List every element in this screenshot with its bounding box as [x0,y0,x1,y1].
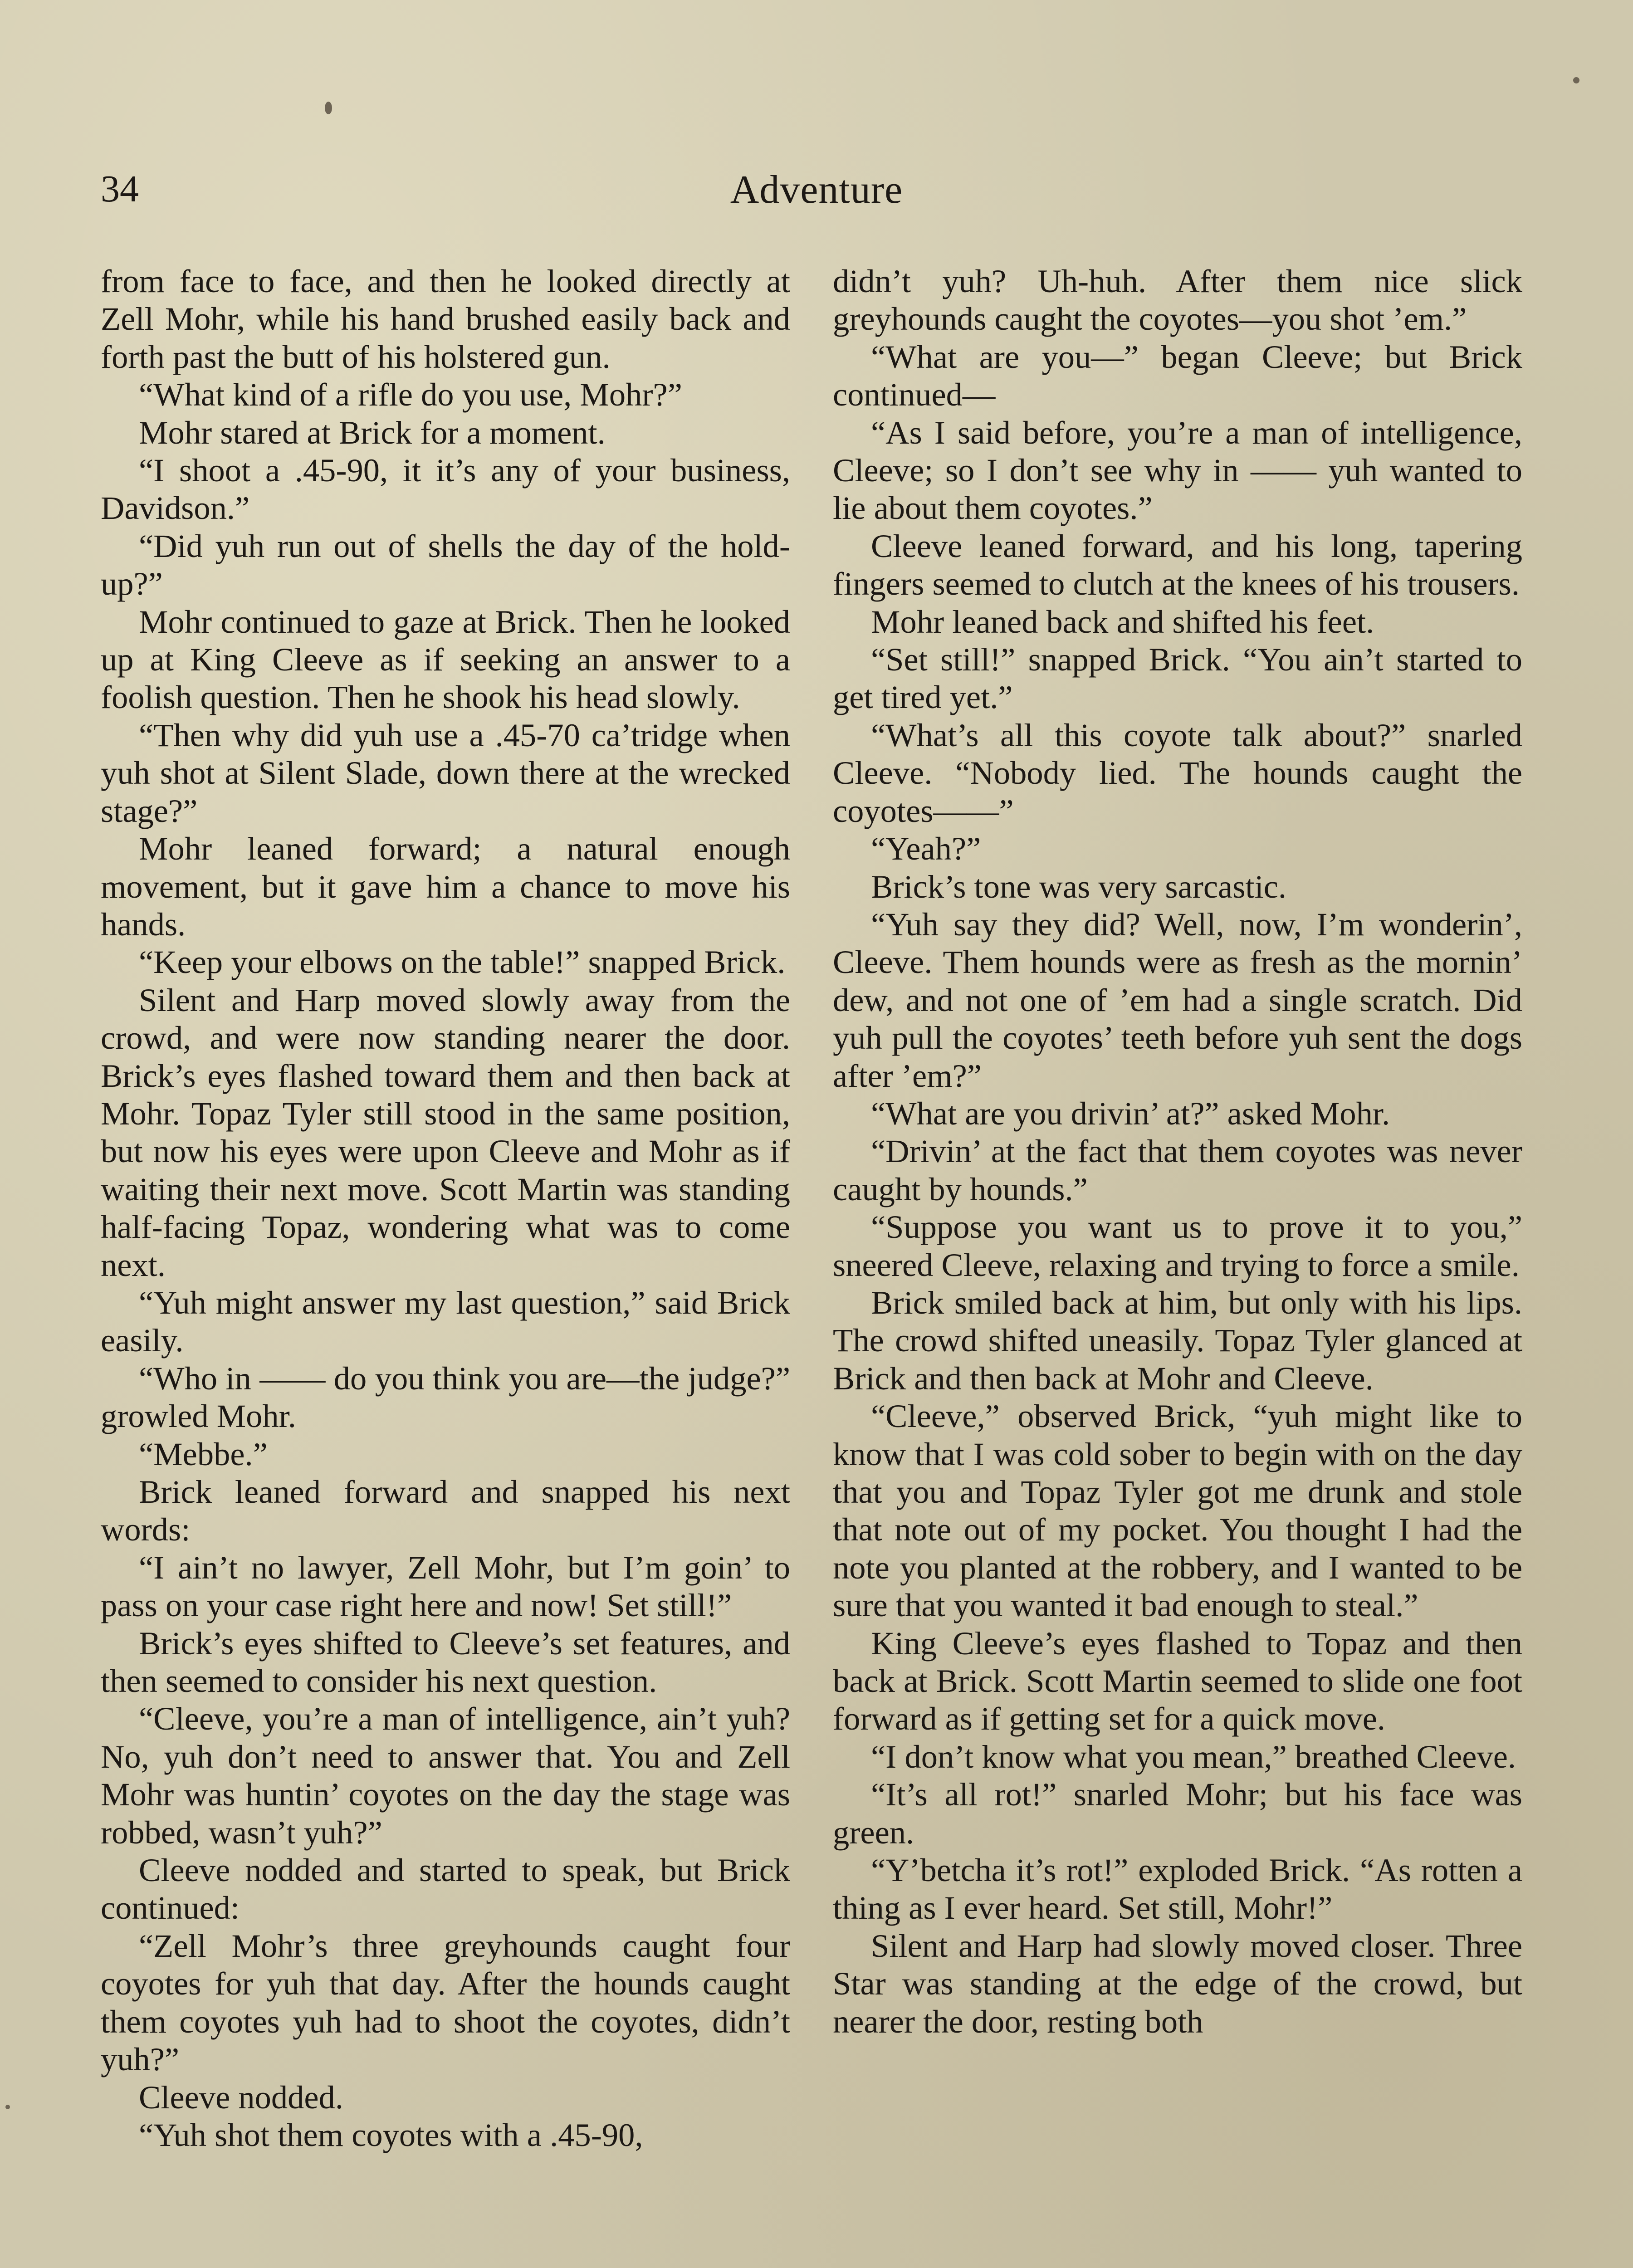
right-column-paragraph: “What are you—” began Cleeve; but Brick continued— [833,338,1522,413]
left-column-paragraph: “Did yuh run out of shells the day of the hold-up?” [101,527,790,602]
left-column-paragraph: “I ain’t no lawyer, Zell Mohr, but I’m goin’ to pass on your case right here and now! Set still!” [101,1549,790,1624]
left-column-paragraph: Cleeve nodded. [139,2078,343,2116]
left-column-paragraph: “Cleeve, you’re a man of intelligence, ain’t yuh? No, yuh don’t need to answer that. You and Zell Mohr was huntin’ coyotes on the day the stage was robbed, wasn’t yuh?” [101,1700,790,1851]
right-column-paragraph: “It’s all rot!” snarled Mohr; but his face was green. [833,1776,1522,1851]
left-column-paragraph: Mohr stared at Brick for a moment. [139,414,606,451]
left-column [101,262,790,2154]
right-column [833,262,1522,2040]
left-column-paragraph: “What kind of a rifle do you use, Mohr?” [139,376,682,413]
right-column-paragraph: Brick’s tone was very sarcastic. [871,868,1287,905]
left-column-paragraph: “Yuh might answer my last question,” said Brick easily. [101,1284,790,1359]
left-column-paragraph: Mohr leaned forward; a natural enough movement, but it gave him a chance to move his hands. [101,830,790,943]
left-column-paragraph: “Zell Mohr’s three greyhounds caught four coyotes for yuh that day. After the hounds caught them coyotes yuh had to shoot the coyotes, didn’t yuh?” [101,1927,790,2078]
page-number: 34 [101,168,139,210]
right-column-paragraph: “Yuh say they did? Well, now, I’m wonderin’, Cleeve. Them hounds were as fresh as the mornin’ dew, and not one of ’em had a single scratch. Did yuh pull the coyotes’ teeth before yuh sent the dogs after ’em?” [833,905,1522,1094]
right-column-paragraph: didn’t yuh? Uh-huh. After them nice slick greyhounds caught the coyotes—you shot ’em.” [833,263,1522,337]
left-column-paragraph: Brick’s eyes shifted to Cleeve’s set features, and then seemed to consider his next question. [101,1624,790,1700]
right-column-paragraph: “Suppose you want us to prove it to you,” sneered Cleeve, relaxing and trying to force a smile. [833,1208,1522,1283]
right-column-paragraph: “I don’t know what you mean,” breathed Cleeve. [871,1738,1516,1775]
right-column-paragraph: King Cleeve’s eyes flashed to Topaz and then back at Brick. Scott Martin seemed to slide one foot forward as if getting set for a quick move. [833,1624,1522,1737]
right-column-paragraph: Mohr leaned back and shifted his feet. [871,603,1374,640]
left-column-paragraph: Mohr continued to gaze at Brick. Then he looked up at King Cleeve as if seeking an answer to a foolish question. Then he shook his head slowly. [101,603,790,716]
left-column-paragraph: “Keep your elbows on the table!” snapped Brick. [139,943,786,981]
left-column-paragraph: “Mebbe.” [139,1435,268,1472]
right-column-paragraph: “Drivin’ at the fact that them coyotes was never caught by hounds.” [833,1133,1522,1207]
running-head-title: Adventure [730,168,903,212]
right-column-paragraph: “Set still!” snapped Brick. “You ain’t started to get tired yet.” [833,641,1522,716]
right-column-paragraph: Brick smiled back at him, but only with his lips. The crowd shifted uneasily. Topaz Tyler glanced at Brick and then back at Mohr and Cleeve. [833,1284,1522,1397]
left-column-paragraph: “Then why did yuh use a .45-70 ca’tridge when yuh shot at Silent Slade, down there at the wrecked stage?” [101,716,790,829]
left-column-paragraph: Silent and Harp moved slowly away from the crowd, and were now standing nearer the door. Brick’s eyes flashed toward them and then back at Mohr. Topaz Tyler still stood in the same position, but now his eyes were upon Cleeve and Mohr as if waiting their next move. Scott Martin was standing half-facing Topaz, wondering what was to come next. [101,981,790,1283]
right-column-paragraph: “Yeah?” [871,830,981,867]
left-column-paragraph: “Yuh shot them coyotes with a .45-90, [139,2116,643,2153]
left-column-paragraph: Brick leaned forward and snapped his next words: [101,1473,790,1548]
left-column-paragraph: Cleeve nodded and started to speak, but Brick continued: [101,1852,790,1926]
left-column-paragraph: “I shoot a .45-90, it it’s any of your business, Davidson.” [101,452,790,527]
right-column-paragraph: “Y’betcha it’s rot!” exploded Brick. “As rotten a thing as I ever heard. Set still, Mohr!” [833,1852,1522,1926]
left-column-paragraph: from face to face, and then he looked directly at Zell Mohr, while his hand brushed easily back and forth past the butt of his holstered gun. [101,263,790,375]
left-column-paragraph: “Who in —— do you think you are—the judge?” growled Mohr. [101,1359,790,1435]
right-column-paragraph: “As I said before, you’re a man of intelligence, Cleeve; so I don’t see why in —— yuh wanted to lie about them coyotes.” [833,414,1522,527]
right-column-paragraph: Cleeve leaned forward, and his long, tapering fingers seemed to clutch at the knees of his trousers. [833,527,1522,602]
right-column-paragraph: “What’s all this coyote talk about?” snarled Cleeve. “Nobody lied. The hounds caught the coyotes——” [833,716,1522,829]
right-column-paragraph: Silent and Harp had slowly moved closer. Three Star was standing at the edge of the crowd, but nearer the door, resting both [833,1927,1522,2040]
right-column-paragraph: “Cleeve,” observed Brick, “yuh might like to know that I was cold sober to begin with on the day that you and Topaz Tyler got me drunk and stole that note out of my pocket. You thought I had the note you planted at the robbery, and I wanted to be sure that you wanted it bad enough to steal.” [833,1398,1522,1624]
right-column-paragraph: “What are you drivin’ at?” asked Mohr. [871,1095,1390,1132]
